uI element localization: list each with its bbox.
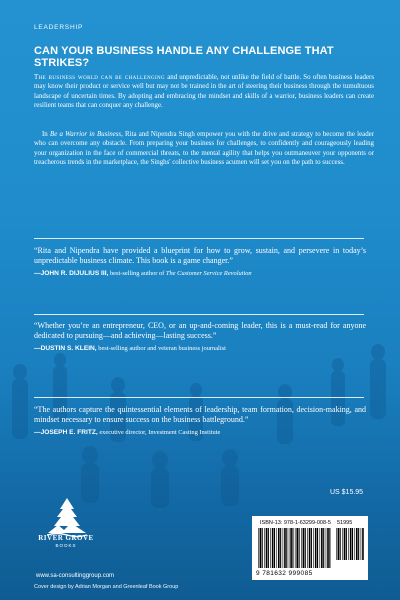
barcode-bar [352,528,353,560]
barcode-bar [340,528,341,560]
paragraph-2-text: , Rita and Nipendra Singh empower you with the drive and strategy to become the leader who can overcome any obstacle. From preparing your business for challenges, to confidently and courageously leading your organization in the face of commercial threats, to the mental agility that helps you outmaneuver your opponents or treacherous trends in the marketplace, the Singhs' collective business acumen will set you on the path to success. [34,131,375,167]
barcode-bar [266,528,268,568]
barcode-bar [361,528,362,560]
quote-text: “The authors capture the quintessential elements of leadership, team formation, decision-making, and mindset necessary to ensure success on the business battleground.” [34,405,366,425]
isbn-barcode [252,516,368,580]
barcode-bar [262,528,263,568]
barcode-bar [309,528,311,568]
endorsement-quote-1 [34,246,366,277]
barcode-digits: 9 781632 999085 [256,570,313,577]
barcode-bar [280,528,281,568]
barcode-bar [350,528,352,560]
quote-attribution [34,345,366,352]
barcode-bar [278,528,280,568]
barcode-bar [286,528,287,568]
cover-credit: Cover design by Adrian Morgan and Greenleaf Book Group [34,584,179,590]
barcode-bar [342,528,343,560]
barcode-bar [299,528,300,568]
publisher-subname: BOOKS [55,543,77,548]
attribution-name: —JOHN R. DIJULIUS III, [34,269,109,277]
barcode-bar [260,528,262,568]
barcode-bar [336,528,337,560]
barcode-bar [305,528,306,568]
barcode-bar [317,528,318,568]
barcode-bar [338,528,340,560]
barcode-bar [290,528,292,568]
attribution-role: best-selling author and veteran business journalist [96,344,226,352]
mountain-tree-icon [44,495,90,559]
publisher-name: RIVER GROVE [38,534,94,542]
barcode-bar [258,528,259,568]
barcode-bar [346,528,347,560]
small-caps-lead: The business world can be challenging [34,74,166,81]
attribution-name: —JOSEPH E. FRITZ, [34,428,98,436]
price-code: 51995 [337,520,353,526]
barcode-bar [356,528,358,560]
attribution-role: best-selling author of [108,269,166,277]
attribution-work: The Customer Service Revolution [165,269,252,277]
barcode-bar [303,528,305,568]
barcode-bar [329,528,330,568]
quote-text: “Rita and Nipendra have provided a blueprint for how to grow, sustain, and persevere in today’s unpredictable business climate. This book is a game changer.” [34,246,366,266]
barcode-bar [307,528,308,568]
quote-attribution [34,429,366,436]
divider-rule [34,397,364,398]
attribution-role: executive director, Investment Casting Institute [97,428,221,436]
headline: CAN YOUR BUSINESS HANDLE ANY CHALLENGE THAT STRIKES? [34,45,334,69]
barcode-bar [289,528,290,568]
barcode-bar [327,528,329,568]
divider-rule [34,238,364,239]
barcode-bar [315,528,317,568]
barcode-bar [326,528,327,568]
barcode-bar [311,528,312,568]
barcode-bar [323,528,324,568]
barcode-bar [264,528,265,568]
barcode-bar [284,528,286,568]
barcode-bar [344,528,346,560]
endorsement-quote-2 [34,321,366,352]
description-paragraph-2 [34,130,374,168]
barcode-bar [301,528,302,568]
paragraph-1-text: and unpredictable, not unlike the field of battle. So often business leaders may know their product or service well but may not be trained in the art of steering their business through the tumultuous landscape of uncertain times. By adopting and embracing the mindset and skills of a warrior, business leaders can create resilient teams that can conquer any challenge. [34,74,375,110]
endorsement-quote-3 [34,405,366,436]
price-label: US $15.95 [330,489,364,496]
divider-rule [34,314,364,315]
barcode-bar [321,528,323,568]
paragraph-2-lead: In [42,131,50,138]
barcode-bar [274,528,275,568]
attribution-name: —DUSTIN S. KLEIN, [34,344,97,352]
barcode-bar [313,528,314,568]
quote-text: “Whether you’re an entrepreneur, CEO, or an up-and-coming leader, this is a must-read for anyone dedicated to pursuing—and achieving—lasting success.” [34,321,366,341]
barcode-bar [283,528,284,568]
barcode-bar [358,528,359,560]
book-title: Be a Warrior in Business [49,131,122,138]
barcode-bar [272,528,274,568]
barcode-bar [292,528,293,568]
category-label: LEADERSHIP [34,24,84,31]
barcode-bar [295,528,296,568]
barcode-bar [276,528,277,568]
barcode-bar [296,528,298,568]
barcode-bar [348,528,349,560]
quote-attribution [34,270,366,277]
description-paragraph-1 [34,73,374,111]
website-url[interactable]: www.sa-consultinggroup.com [36,573,115,579]
barcode-bar [270,528,271,568]
barcode-bar [354,528,355,560]
barcode-bar [268,528,269,568]
isbn-number: ISBN-13: 978-1-63299-008-5 [260,520,331,526]
barcode-bar [320,528,321,568]
barcode-bar [362,528,364,560]
